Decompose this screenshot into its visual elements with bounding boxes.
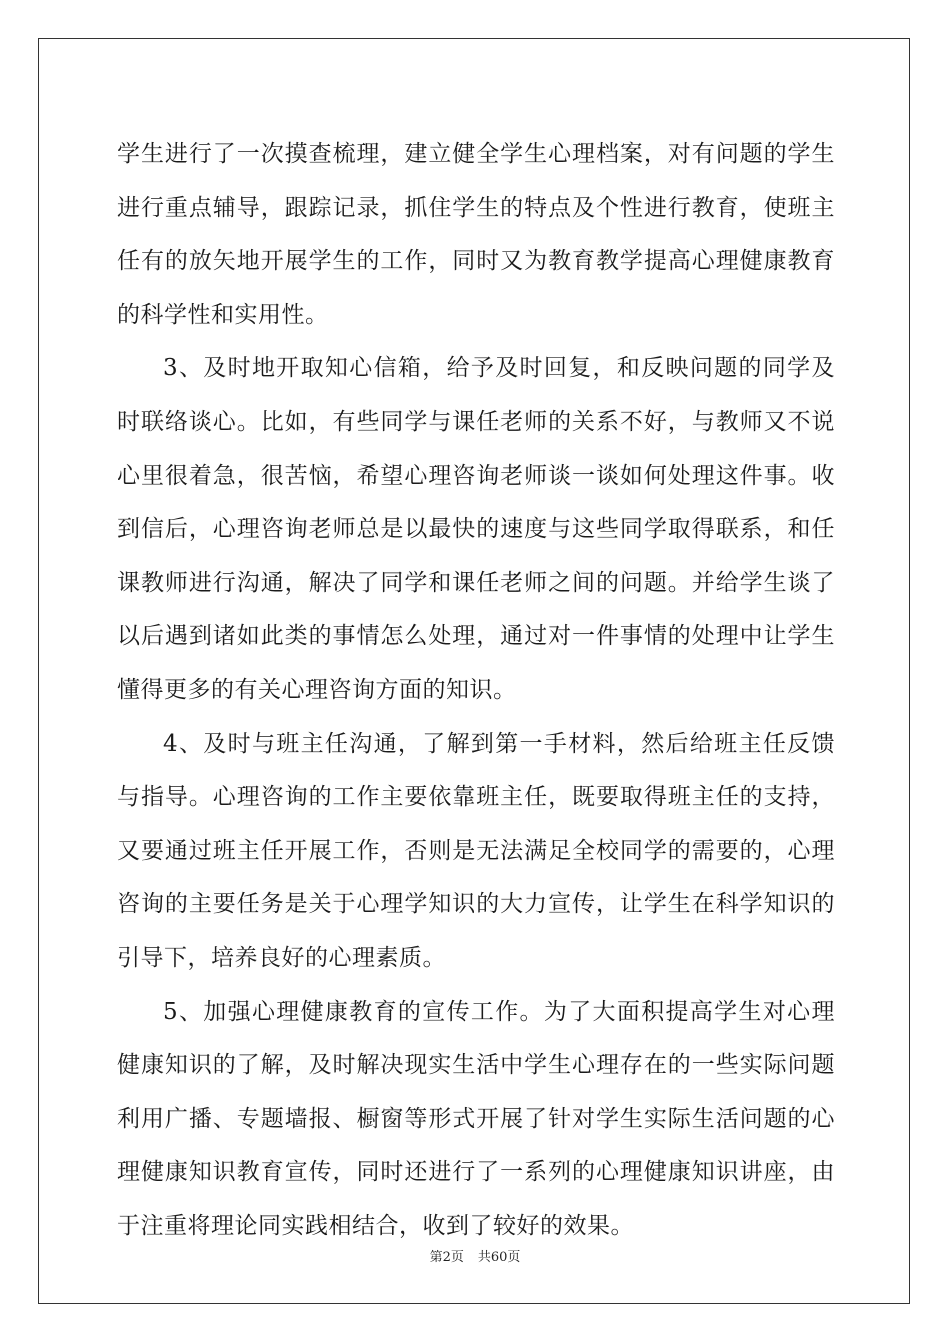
text-line: 到信后，心理咨询老师总是以最快的速度与这些同学取得联系，和任 <box>117 516 835 543</box>
text-line: 3、及时地开取知心信箱，给予及时回复，和反映问题的同学及 <box>163 355 835 382</box>
text-line: 课教师进行沟通，解决了同学和课任老师之间的问题。并给学生谈了 <box>117 569 835 596</box>
text-line: 的科学性和实用性。 <box>117 301 329 328</box>
text-line: 理健康知识教育宣传，同时还进行了一系列的心理健康知识讲座，由 <box>117 1159 835 1186</box>
text-line: 任有的放矢地开展学生的工作，同时又为教育教学提高心理健康教育 <box>117 248 835 275</box>
text-line: 咨询的主要任务是关于心理学知识的大力宣传，让学生在科学知识的 <box>117 891 835 918</box>
text-line: 利用广播、专题墙报、橱窗等形式开展了针对学生实际生活问题的心 <box>117 1105 835 1132</box>
text-line: 学生进行了一次摸查梳理，建立健全学生心理档案，对有问题的学生 <box>117 141 835 167</box>
text-line: 时联络谈心。比如，有些同学与课任老师的关系不好，与教师又不说 <box>117 408 835 435</box>
text-line: 懂得更多的有关心理咨询方面的知识。 <box>117 676 517 703</box>
text-line: 又要通过班主任开展工作，否则是无法满足全校同学的需要的，心理 <box>117 837 835 864</box>
text-line: 健康知识的了解，及时解决现实生活中学生心理存在的一些实际问题 <box>117 1052 835 1079</box>
text-line: 心里很着急，很苦恼，希望心理咨询老师谈一谈如何处理这件事。收 <box>117 462 835 489</box>
page-number: 第2页 <box>429 1250 464 1265</box>
document-body <box>117 128 835 1253</box>
text-line: 4、及时与班主任沟通，了解到第一手材料，然后给班主任反馈 <box>163 730 835 757</box>
text-line: 进行重点辅导，跟踪记录，抓住学生的特点及个性进行教育，使班主 <box>117 194 835 221</box>
text-line: 引导下，培养良好的心理素质。 <box>117 944 446 971</box>
text-line: 以后遇到诸如此类的事情怎么处理，通过对一件事情的处理中让学生 <box>117 623 835 650</box>
page-total: 共60页 <box>477 1250 521 1265</box>
text-line: 5、加强心理健康教育的宣传工作。为了大面积提高学生对心理 <box>163 998 835 1025</box>
text-line: 于注重将理论同实践相结合，收到了较好的效果。 <box>117 1212 634 1239</box>
text-line: 与指导。心理咨询的工作主要依靠班主任，既要取得班主任的支持， <box>117 784 835 811</box>
page-footer <box>0 1246 950 1265</box>
